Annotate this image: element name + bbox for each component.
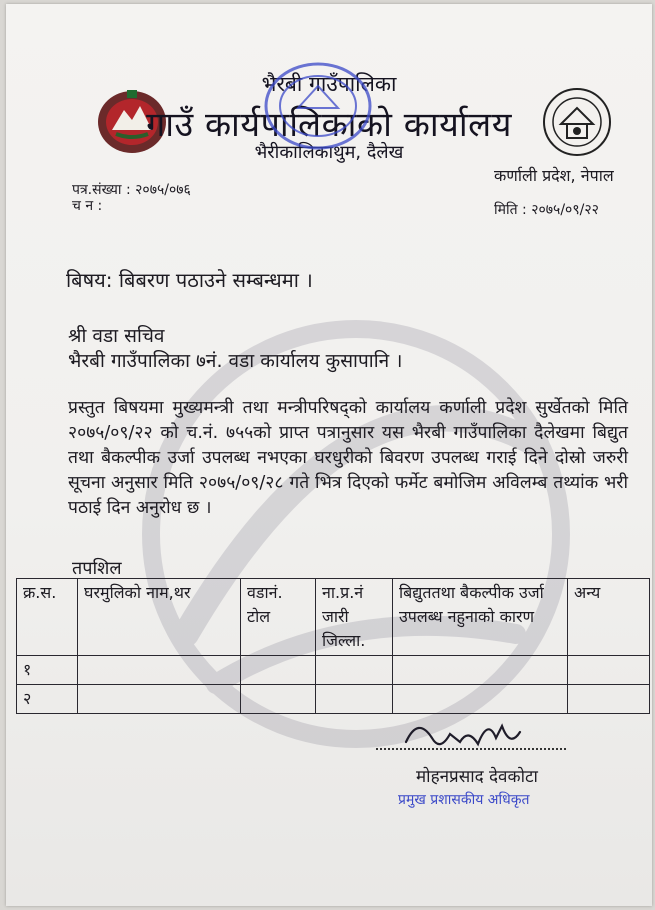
col-citizenship-header: ना.प्र.नं जारी जिल्ला. — [316, 579, 393, 656]
table-cell — [78, 685, 241, 714]
letter-date: मिति : २०७५/०९/२२ — [494, 202, 599, 218]
signature-scribble — [398, 708, 528, 762]
official-stamp — [258, 56, 378, 156]
table-cell — [568, 656, 650, 685]
col-ward-header: वडानं. टोल — [241, 579, 316, 656]
office-location: भैरीकालिकाथुम, दैलेख — [254, 142, 404, 163]
table-cell — [568, 685, 650, 714]
province-label: कर्णाली प्रदेश, नेपाल — [494, 166, 614, 185]
dispatch-number: च न : — [72, 198, 103, 214]
details-label: तपशिल — [72, 558, 122, 579]
office-title: गाउँ कार्यपालिकाको कार्यालय — [146, 105, 512, 145]
letter-body: प्रस्तुत बिषयमा मुख्यमन्त्री तथा मन्त्रीपरिषद्को कार्यालय कर्णाली प्रदेश सुर्खेतको मिति २०७५/०९/२२ को च.नं. ७५५को प्राप्त पत्रानुसार यस भैरबी गाउँपालिका दैलेखमा बिद्युत तथा बैकल्पीक उर्जा उपलब्ध नभएका घरधुरीको बिवरण उपलब्ध गराई दिने दोस्रो जरुरी सूचना अनुसार मिति २०७५/०९/२८ गते भित्र दिएको फर्मेट बमोजिम अविलम्ब तथ्यांक भरी पठाई दिन अनुरोध छ । — [68, 398, 628, 518]
col-serial-header: क्र.स. — [17, 579, 78, 656]
organization-name: भैरबी गाउँपालिका — [261, 72, 397, 96]
table-header-row — [17, 579, 650, 656]
subject-line: बिषय: बिबरण पठाउने सम्बन्धमा । — [66, 268, 313, 292]
table-cell — [241, 685, 316, 714]
table-cell — [241, 656, 316, 685]
signatory-name: मोहनप्रसाद देवकोटा — [416, 767, 538, 787]
table-row — [17, 685, 650, 714]
letter-page — [6, 4, 652, 906]
table-cell: १ — [17, 656, 78, 685]
table-cell: २ — [17, 685, 78, 714]
table-row — [17, 656, 650, 685]
signature-line — [376, 748, 566, 750]
col-reason-header: बिद्युततथा बैकल्पीक उर्जा उपलब्ध नहुनाको कारण — [393, 579, 568, 656]
signatory-title: प्रमुख प्रशासकीय अधिकृत — [398, 792, 530, 808]
table-cell — [316, 685, 393, 714]
addressee-title: श्री वडा सचिव — [68, 325, 165, 347]
table-cell — [393, 656, 568, 685]
table-cell — [316, 656, 393, 685]
col-other-header: अन्य — [568, 579, 650, 656]
household-details-table — [16, 578, 650, 714]
table-cell — [78, 656, 241, 685]
letter-number: पत्र.संख्या : २०७५/०७६ — [72, 182, 191, 198]
addressee-office: भैरबी गाउँपालिका ७नं. वडा कार्यालय कुसापानि । — [68, 350, 403, 372]
col-household-head-header: घरमुलिको नाम,थर — [78, 579, 241, 656]
